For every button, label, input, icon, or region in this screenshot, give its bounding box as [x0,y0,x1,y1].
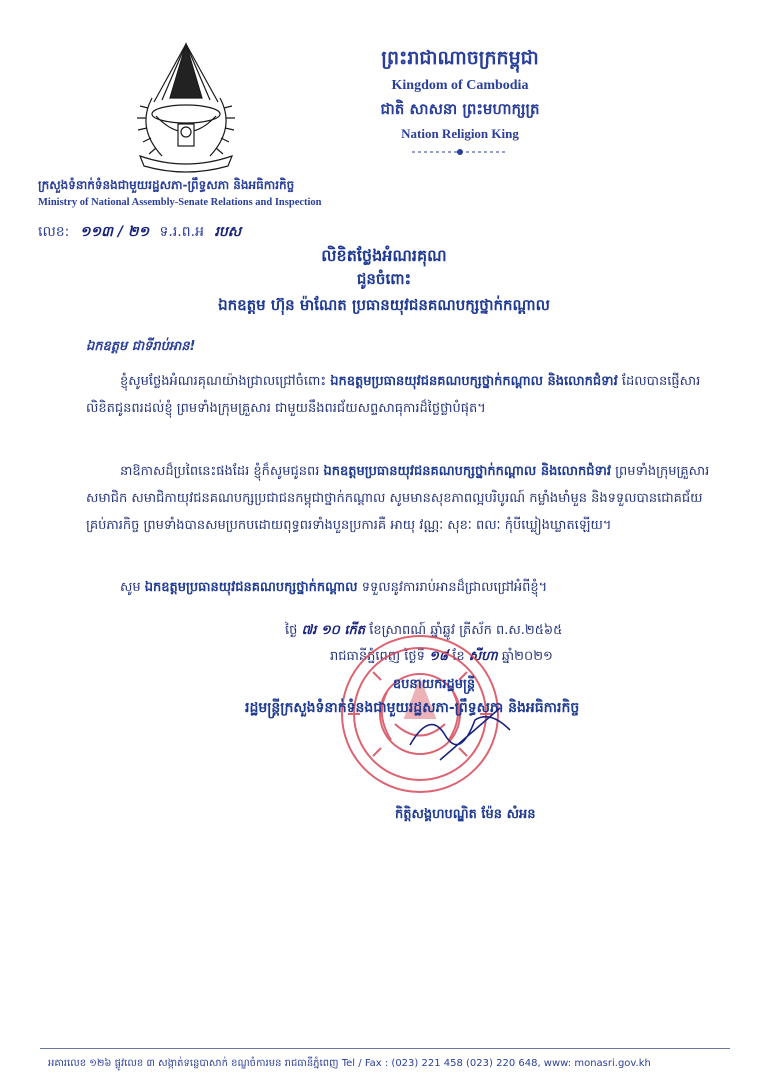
paragraph-2-text-a: នាឱកាសដ៏ប្រពៃនេះផងដែរ ខ្ញុំក៏សូមជូនពរ [120,464,320,479]
lunar-date-prefix: ថ្ងៃ [285,623,298,638]
footer-contact [48,1056,651,1071]
to-label: ជូនចំពោះ [356,270,412,288]
paragraph-1 [86,368,711,422]
kingdom-title-english: Kingdom of Cambodia [391,78,529,93]
reference-number [38,222,247,243]
reference-label: លេខ: [38,224,70,240]
motto-english: Nation Religion King [401,126,519,141]
paragraph-3 [120,574,710,601]
solar-date-prefix: រាជធានីភ្នំពេញ ថ្ងៃទី [330,649,425,664]
paragraph-3-text-b: ទទួលនូវការរាប់អានដ៏ជ្រាលជ្រៅអំពីខ្ញុំ។ [361,580,548,595]
kingdom-header [340,46,580,156]
reference-suffix: របស [214,224,242,240]
reference-handwritten-number: ១១៣ / ២១ [79,224,150,240]
paragraph-3-text-a: សូម [120,580,141,595]
paragraph-1-strong: ឯកឧត្តមប្រធានយុវជនគណបក្សថ្នាក់កណ្តាល និងលោកជំទាវ [330,374,618,389]
lunar-date-handwritten: ៧រ ១០ កើត [301,623,366,638]
paragraph-1-text-a: ខ្ញុំសូមថ្លែងអំណរគុណយ៉ាងជ្រាលជ្រៅចំពោះ [120,374,327,389]
signer-title-line-2: រដ្ឋមន្ត្រីក្រសួងទំនាក់ទំនងជាមួយរដ្ឋសភា-ព្រឹទ្ធសភា និងអធិការកិច្ច [245,700,580,716]
handwritten-signature-icon [400,690,520,770]
footer-phone-web: Tel / Fax : (023) 221 458 (023) 220 648, www: monasri.gov.kh [341,1058,651,1069]
ministry-name-english: Ministry of National Assembly-Senate Relations and Inspection [38,197,322,208]
signer-name: កិត្តិសង្គហបណ្ឌិត ម៉ែន សំអន [395,807,536,822]
paragraph-3-strong: ឯកឧត្តមប្រធានយុវជនគណបក្សថ្នាក់កណ្តាល [144,580,358,595]
paragraph-2-strong: ឯកឧត្តមប្រធានយុវជនគណបក្សថ្នាក់កណ្តាល និងលោកជំទាវ [323,464,611,479]
recipient-line: ឯកឧត្តម ហ៊ុន ម៉ាណែត ប្រធានយុវជនគណបក្សថ្នាក់កណ្តាល [218,296,550,314]
signer-title-line-1: ឧបនាយករដ្ឋមន្ត្រី [392,677,476,692]
kingdom-title-khmer: ព្រះរាជាណាចក្រកម្ពុជា [381,47,539,69]
paragraph-2 [86,458,711,539]
ministry-emblem-icon [122,38,250,176]
solar-date-month-label: ខែ [452,649,465,664]
solar-date-month: សីហា [468,649,498,664]
motto-khmer: ជាតិ សាសនា ព្រះមហាក្សត្រ [380,100,540,118]
letter-heading: លិខិតថ្លែងអំណរគុណ [321,246,447,265]
salutation: ឯកឧត្តម ជាទីរាប់អាន! [86,339,196,354]
footer-divider [40,1048,730,1049]
ornament-divider-icon [340,148,580,156]
solar-date-day: ១៨ [429,649,449,664]
ministry-name-khmer: ក្រសួងទំនាក់ទំនងជាមួយរដ្ឋសភា-ព្រឹទ្ធសភា និងអធិការកិច្ច [38,178,295,192]
paragraph-1-text-b: ដែលបានផ្ញើសារលិខិតជូនពរដល់ខ្ញុំ ព្រមទាំងក្រុមគ្រួសារ ជាមួយនឹងពរជ័យសព្ទសាធុការដ៏ថ្លៃថ្លាបំផុត។ [86,374,701,416]
footer-address: អគារលេខ ១២៦ ផ្លូវលេខ ៣ សង្កាត់ទន្លេបាសាក់ ខណ្ឌចំការមន រាជធានីភ្នំពេញ [48,1058,339,1069]
solar-date-year: ឆ្នាំ២០២១ [501,649,553,664]
paragraph-2-text-b: ព្រមទាំងក្រុមគ្រួសារ សមាជិក សមាជិកាយុវជនគណបក្សប្រជាជនកម្ពុជាថ្នាក់កណ្តាល សូមមានសុខភាពល្អបរិបូរណ៍ កម្លាំងមាំមួន និងទទួលបានជោគជ័យគ្រប់ភារកិច្ច ព្រមទាំងបានសមប្រកបដោយពុទ្ធពរទាំងបួនប្រការគឺ អាយុ វណ្ណៈ សុខៈ ពលៈ កុំបីឃ្លៀងឃ្លាតឡើយ។ [86,464,710,533]
lunar-date-rest: ខែស្រាពណ៍ ឆ្នាំឆ្លូវ ត្រីស័ក ព.ស.២៥៦៥ [369,623,563,638]
reference-code: ទ.រ.ព.អ [159,224,204,240]
